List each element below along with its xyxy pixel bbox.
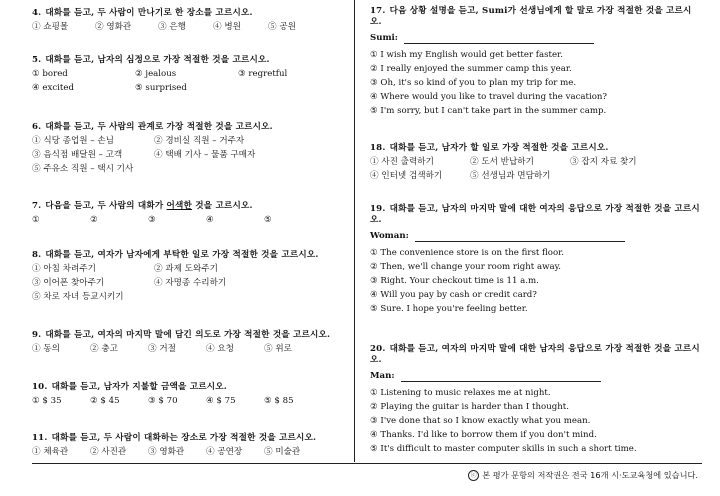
question-number: 8. — [32, 250, 42, 260]
option-5[interactable]: ⑤ 주유소 직원 – 택시 기사 — [32, 164, 134, 174]
question-number: 11. — [32, 433, 48, 443]
question-number: 7. — [32, 201, 42, 211]
column-divider — [354, 0, 355, 462]
option-1[interactable]: ① 식당 종업원 – 손님 — [32, 136, 114, 146]
option-2[interactable]: ② 경비실 직원 – 거주자 — [154, 136, 245, 146]
option-5[interactable]: ⑤ 위로 — [264, 344, 292, 354]
answer-blank — [415, 231, 625, 242]
option-3[interactable]: ③ 잡지 자료 찾기 — [570, 157, 637, 167]
option-5[interactable]: ⑤ Sure. I hope you're feeling better. — [370, 304, 528, 314]
question-number: 5. — [32, 55, 42, 65]
question-8 — [32, 250, 347, 303]
option-5[interactable]: ⑤ 선생님과 면담하기 — [470, 171, 551, 181]
question-stem: 대화를 듣고, 여자가 남자에게 부탁한 일로 가장 적절한 것을 고르시오. — [45, 250, 319, 260]
option-5[interactable]: ⑤ — [264, 215, 272, 225]
question-number: 20. — [370, 344, 386, 354]
option-1[interactable]: ① 아침 차려주기 — [32, 264, 96, 274]
option-2[interactable]: ② $ 45 — [90, 396, 120, 406]
option-3[interactable]: ③ Oh, it's so kind of you to plan my trip for me. — [370, 78, 577, 88]
footer-rule — [32, 463, 702, 464]
option-5[interactable]: ⑤ I'm sorry, but I can't take part in the summer camp. — [370, 106, 607, 116]
question-7 — [32, 201, 347, 226]
question-number: 19. — [370, 204, 386, 214]
option-2[interactable]: ② 과제 도와주기 — [154, 264, 218, 274]
question-stem: 대화를 듣고, 여자의 마지막 말에 담긴 의도로 가장 적절한 것을 고르시오. — [45, 330, 331, 340]
option-2[interactable]: ② 영화관 — [95, 22, 132, 32]
option-1[interactable]: ① I wish my English would get better faster. — [370, 50, 563, 60]
option-1[interactable]: ① bored — [32, 69, 68, 79]
option-3[interactable]: ③ regretful — [238, 69, 288, 79]
option-4[interactable]: ④ Will you pay by cash or credit card? — [370, 290, 537, 300]
question-number: 4. — [32, 8, 42, 18]
option-1[interactable]: ① 체육관 — [32, 447, 69, 457]
option-1[interactable]: ① 쇼핑몰 — [32, 22, 69, 32]
question-number: 10. — [32, 382, 48, 392]
question-stem: 대화를 듣고, 남자가 할 일로 가장 적절한 것을 고르시오. — [389, 143, 609, 153]
question-19 — [370, 204, 700, 315]
question-number: 18. — [370, 143, 386, 153]
answer-blank — [404, 33, 594, 44]
option-2[interactable]: ② 도서 반납하기 — [470, 157, 534, 167]
copyright-text: 본 평가 문항의 저작권은 전국 16개 시·도교육청에 있습니다. — [482, 470, 698, 480]
option-4[interactable]: ④ 자명종 수리하기 — [154, 278, 227, 288]
option-3[interactable]: ③ 이어폰 찾아주기 — [32, 278, 105, 288]
question-11 — [32, 433, 347, 458]
question-4 — [32, 8, 347, 33]
question-stem-post: 것을 고르시오. — [192, 201, 253, 211]
option-4[interactable]: ④ excited — [32, 83, 74, 93]
option-3[interactable]: ③ Right. Your checkout time is 11 a.m. — [370, 276, 539, 286]
speaker-label: Sumi: — [370, 33, 398, 43]
option-5[interactable]: ⑤ $ 85 — [264, 396, 294, 406]
option-5[interactable]: ⑤ surprised — [135, 83, 187, 93]
option-5[interactable]: ⑤ 차로 자녀 등교시키기 — [32, 292, 124, 302]
question-stem: 대화를 듣고, 두 사람이 대화하는 장소로 가장 적절한 것을 고르시오. — [51, 433, 317, 443]
question-stem: 대화를 듣고, 남자의 마지막 말에 대한 여자의 응답으로 가장 적절한 것을 고르시오. — [370, 204, 700, 225]
option-3[interactable]: ③ — [148, 215, 156, 225]
option-2[interactable]: ② I really enjoyed the summer camp this year. — [370, 64, 572, 74]
option-2[interactable]: ② 사진관 — [90, 447, 127, 457]
option-2[interactable]: ② Then, we'll change your room right away. — [370, 262, 562, 272]
option-2[interactable]: ② Playing the guitar is harder than I thought. — [370, 402, 569, 412]
question-stem: 대화를 듣고, 여자의 마지막 말에 대한 남자의 응답으로 가장 적절한 것을 고르시오. — [370, 344, 700, 365]
option-4[interactable]: ④ Where would you like to travel during the vacation? — [370, 92, 608, 102]
underlined-word: 어색한 — [166, 201, 193, 211]
question-stem: 대화를 듣고, 남자가 지불할 금액을 고르시오. — [51, 382, 227, 392]
option-4[interactable]: ④ — [206, 215, 214, 225]
question-stem: 대화를 듣고, 두 사람이 만나기로 한 장소를 고르시오. — [45, 8, 253, 18]
copyright-icon: ⓒ — [468, 470, 479, 481]
answer-blank — [401, 371, 601, 382]
option-1[interactable]: ① Listening to music relaxes me at night. — [370, 388, 551, 398]
option-5[interactable]: ⑤ 미술관 — [264, 447, 301, 457]
option-2[interactable]: ② jealous — [135, 69, 177, 79]
option-3[interactable]: ③ 은행 — [158, 22, 186, 32]
option-4[interactable]: ④ 공연장 — [206, 447, 243, 457]
question-number: 9. — [32, 330, 42, 340]
option-3[interactable]: ③ 음식점 배달원 – 고객 — [32, 150, 123, 160]
option-1[interactable]: ① 동의 — [32, 344, 60, 354]
option-3[interactable]: ③ 거절 — [148, 344, 176, 354]
question-5 — [32, 55, 347, 94]
question-stem-pre: 다음을 듣고, 두 사람의 대화가 — [45, 201, 167, 211]
option-2[interactable]: ② — [90, 215, 98, 225]
question-17 — [370, 6, 700, 117]
question-18 — [370, 143, 700, 182]
speaker-label: Man: — [370, 371, 395, 381]
question-stem: 다음 상황 설명을 듣고, Sumi가 선생님에게 할 말로 가장 적절한 것을 고르시오. — [370, 6, 692, 27]
question-number: 6. — [32, 122, 42, 132]
option-3[interactable]: ③ 영화관 — [148, 447, 185, 457]
option-4[interactable]: ④ Thanks. I'd like to borrow them if you don't mind. — [370, 430, 597, 440]
option-1[interactable]: ① — [32, 215, 40, 225]
option-4[interactable]: ④ 인터넷 검색하기 — [370, 171, 443, 181]
speaker-label: Woman: — [370, 231, 409, 241]
question-20 — [370, 344, 700, 455]
copyright-footer — [468, 470, 698, 481]
question-stem: 대화를 듣고, 남자의 심정으로 가장 적절한 것을 고르시오. — [45, 55, 270, 65]
option-3[interactable]: ③ I've done that so I know exactly what you mean. — [370, 416, 591, 426]
question-number: 17. — [370, 6, 386, 16]
option-4[interactable]: ④ 요청 — [206, 344, 234, 354]
option-4[interactable]: ④ 택배 기사 – 물품 구매자 — [154, 150, 256, 160]
question-10 — [32, 382, 347, 407]
option-4[interactable]: ④ 병원 — [213, 22, 241, 32]
option-1[interactable]: ① $ 35 — [32, 396, 62, 406]
option-2[interactable]: ② 충고 — [90, 344, 118, 354]
question-9 — [32, 330, 347, 355]
option-5[interactable]: ⑤ 공원 — [268, 22, 296, 32]
option-5[interactable]: ⑤ It's difficult to master computer skills in such a short time. — [370, 444, 637, 454]
option-4[interactable]: ④ $ 75 — [206, 396, 236, 406]
question-6 — [32, 122, 347, 175]
question-stem: 대화를 듣고, 두 사람의 관계로 가장 적절한 것을 고르시오. — [45, 122, 273, 132]
option-1[interactable]: ① The convenience store is on the first floor. — [370, 248, 565, 258]
option-3[interactable]: ③ $ 70 — [148, 396, 178, 406]
option-1[interactable]: ① 사진 출력하기 — [370, 157, 434, 167]
